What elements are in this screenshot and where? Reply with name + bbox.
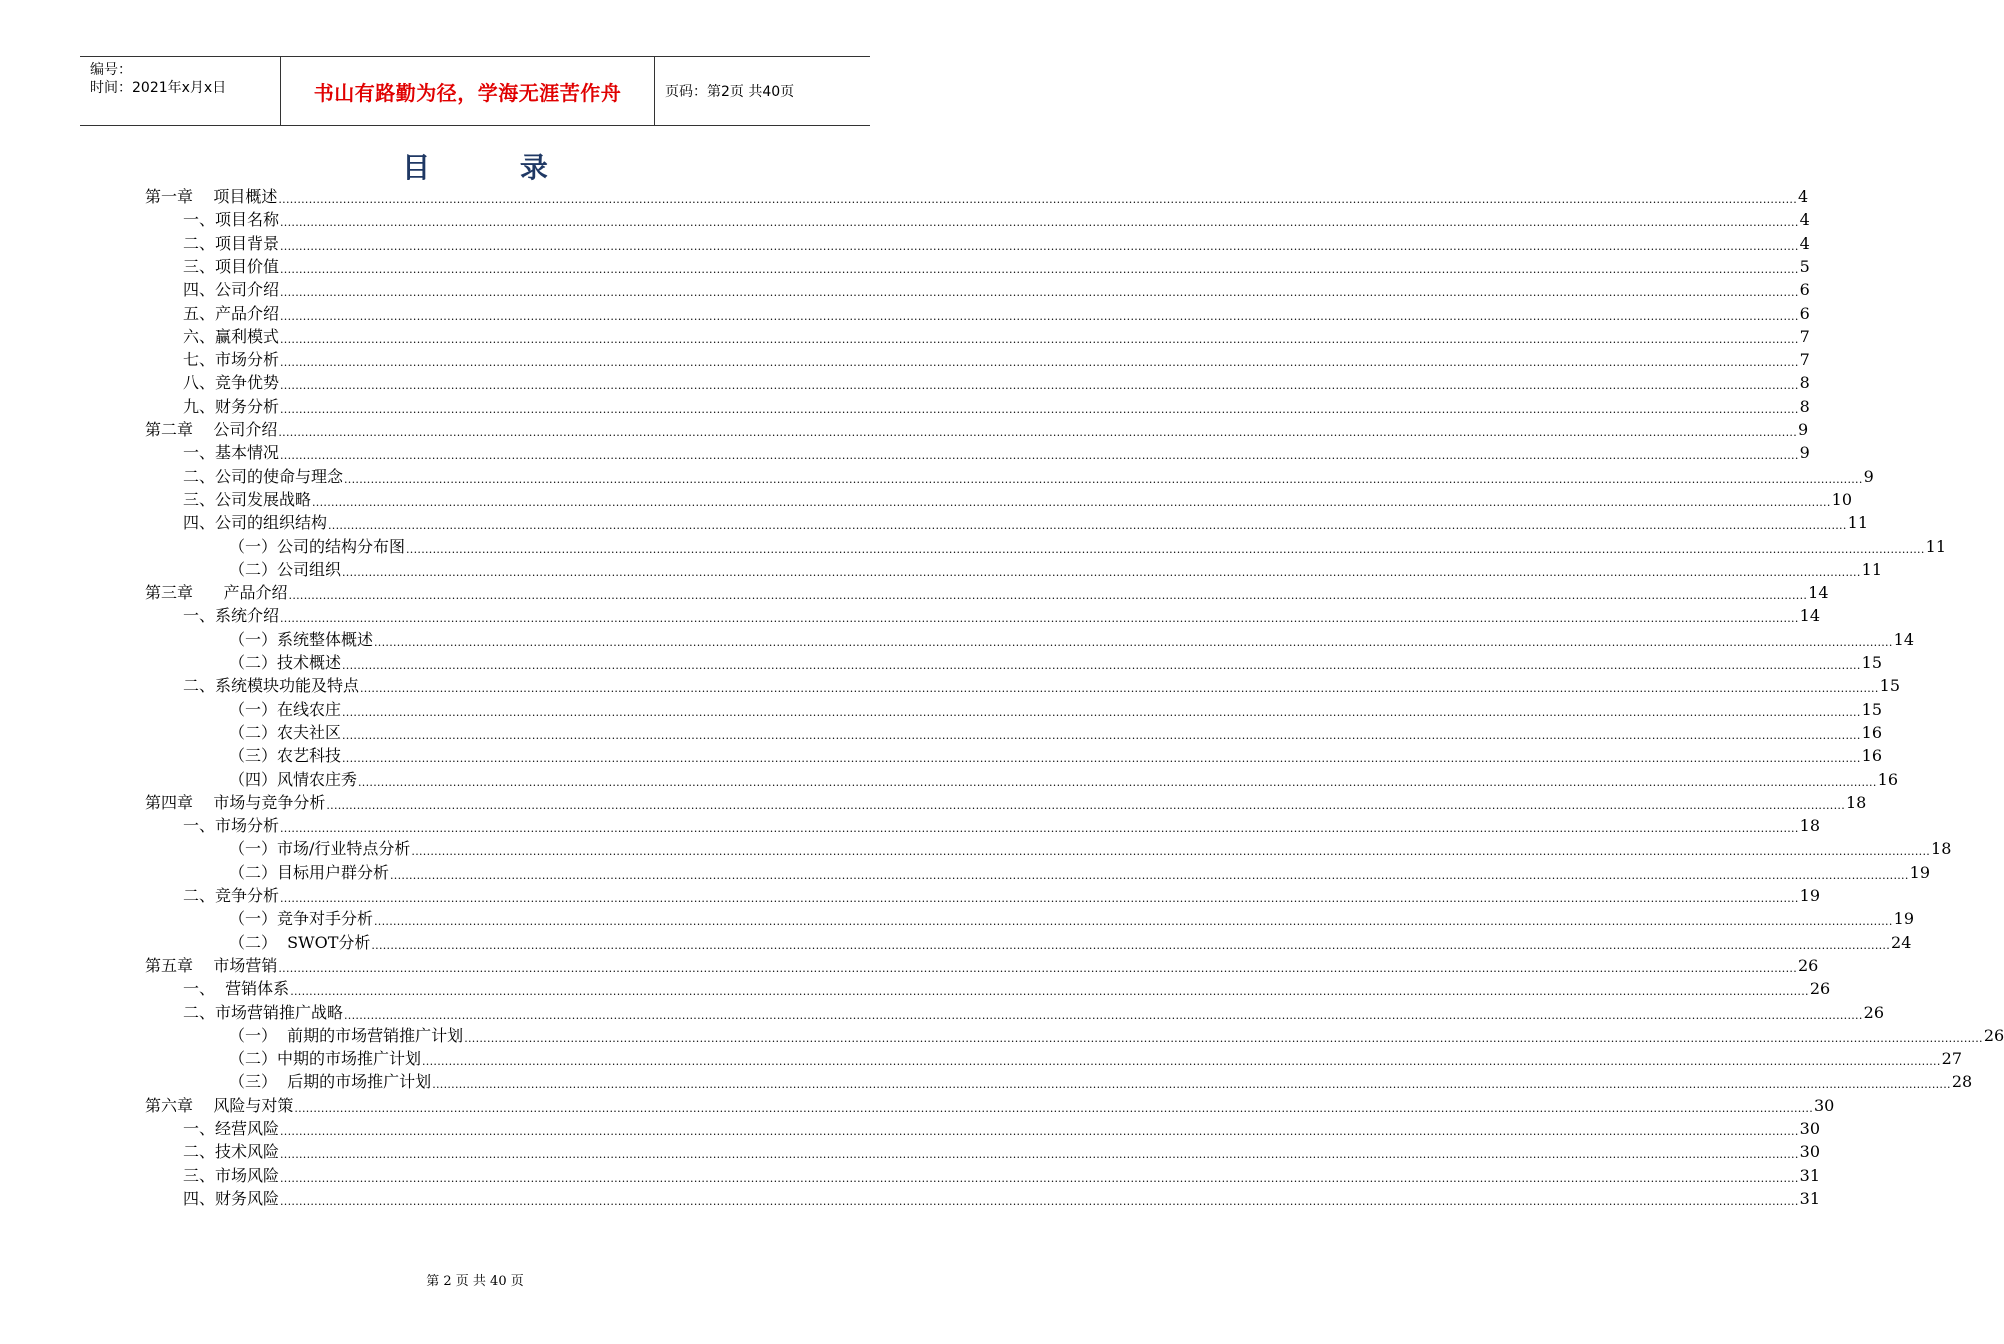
toc-entry-page: 16 (1877, 769, 1899, 789)
toc-entry-label: 六、赢利模式 (183, 326, 280, 346)
header-meta (80, 57, 281, 125)
toc-entry[interactable] (183, 673, 1901, 696)
toc-entry-label: 第三章 产品介绍 (145, 583, 288, 603)
toc-entry-page: 16 (1861, 746, 1883, 766)
toc-entry-page: 28 (1951, 1072, 1973, 1092)
toc-entry-label: 第六章 风险与对策 (145, 1095, 294, 1115)
toc-entry[interactable] (145, 1093, 1835, 1116)
toc-leader-dots: ................................................................................................................................................................................................................................................................................................................................................................................................................ (342, 565, 1861, 579)
toc-entry-label: 一、 营销体系 (183, 979, 290, 999)
toc-entry-page: 30 (1799, 1119, 1821, 1138)
toc-entry-label: （一）在线农庄 (229, 699, 342, 719)
toc-entry[interactable] (145, 580, 1829, 603)
toc-leader-dots: ................................................................................................................................................................................................................................................................................................................................................................................................................ (280, 309, 1799, 323)
toc-leader-dots: ................................................................................................................................................................................................................................................................................................................................................................................................................ (406, 542, 1925, 556)
toc-entry[interactable] (229, 930, 1912, 953)
toc-leader-dots: ................................................................................................................................................................................................................................................................................................................................................................................................................ (290, 985, 1809, 999)
toc-entry-page: 7 (1799, 350, 1810, 370)
toc-entry-page: 24 (1891, 932, 1912, 952)
toc-entry-page: 26 (1809, 979, 1831, 999)
toc-entry[interactable] (145, 417, 1809, 440)
toc-entry-label: 九、财务分析 (183, 396, 280, 416)
toc-leader-dots: ................................................................................................................................................................................................................................................................................................................................................................................................................ (342, 752, 1861, 766)
toc-entry-page: 9 (1863, 466, 1874, 486)
toc-leader-dots: ................................................................................................................................................................................................................................................................................................................................................................................................................ (328, 519, 1847, 533)
toc-leader-dots: ................................................................................................................................................................................................................................................................................................................................................................................................................ (278, 426, 1797, 439)
toc-leader-dots: ................................................................................................................................................................................................................................................................................................................................................................................................................ (294, 1101, 1813, 1115)
toc-leader-dots: ................................................................................................................................................................................................................................................................................................................................................................................................................ (358, 775, 1877, 789)
toc-leader-dots: ................................................................................................................................................................................................................................................................................................................................................................................................................ (371, 938, 1891, 952)
toc-entry-page: 9 (1798, 420, 1809, 439)
toc-entry-label: 二、项目背景 (183, 233, 280, 253)
toc-leader-dots: ................................................................................................................................................................................................................................................................................................................................................................................................................ (411, 845, 1931, 859)
toc-entry[interactable] (183, 1186, 1821, 1209)
toc-leader-dots: ................................................................................................................................................................................................................................................................................................................................................................................................................ (280, 612, 1799, 626)
toc-entry[interactable] (183, 1163, 1821, 1186)
toc-entry-label: 第一章 项目概述 (145, 187, 278, 206)
toc-entry-page: 7 (1799, 326, 1810, 346)
toc-entry-label: 八、竞争优势 (183, 373, 280, 393)
toc-entry-label: （三）农艺科技 (229, 746, 342, 766)
toc-leader-dots: ................................................................................................................................................................................................................................................................................................................................................................................................................ (280, 822, 1799, 836)
toc-entry-label: 二、技术风险 (183, 1142, 280, 1162)
toc-entry-page: 14 (1808, 583, 1829, 603)
toc-entry-label: 三、市场风险 (183, 1165, 280, 1185)
toc-entry[interactable] (229, 627, 1915, 650)
toc-entry[interactable] (183, 1000, 1885, 1023)
toc-entry-label: 第五章 市场营销 (145, 955, 278, 975)
toc-entry-label: （一）竞争对手分析 (229, 909, 374, 929)
toc-leader-dots: ................................................................................................................................................................................................................................................................................................................................................................................................................ (344, 472, 1863, 486)
toc-leader-dots: ................................................................................................................................................................................................................................................................................................................................................................................................................ (422, 1055, 1941, 1069)
toc-entry-page: 5 (1799, 256, 1810, 276)
toc-entry-label: 第四章 市场与竞争分析 (145, 792, 326, 812)
toc-entry-page: 8 (1799, 396, 1810, 416)
toc-leader-dots: ................................................................................................................................................................................................................................................................................................................................................................................................................ (312, 495, 1831, 509)
toc-entry-page: 27 (1941, 1049, 1963, 1069)
toc-entry-page: 18 (1846, 792, 1867, 812)
toc-entry-page: 15 (1879, 676, 1901, 696)
toc-entry[interactable] (183, 464, 1874, 487)
toc-entry[interactable] (229, 650, 1883, 673)
doc-number-label: 编号： (90, 62, 132, 78)
toc-entry-page: 30 (1814, 1095, 1835, 1115)
toc-entry-page: 11 (1861, 559, 1883, 579)
toc-entry-page: 6 (1799, 303, 1810, 323)
doc-time-label: 时间：2021年x月x日 (90, 80, 227, 96)
toc-entry-page: 11 (1847, 513, 1869, 533)
toc-entry-page: 19 (1909, 862, 1931, 882)
toc-entry-label: （二）中期的市场推广计划 (229, 1049, 422, 1069)
toc-entry-page: 4 (1798, 187, 1809, 206)
toc-entry-label: 三、公司发展战略 (183, 489, 312, 509)
header-motto: 书山有路勤为径，学海无涯苦作舟 (281, 57, 655, 125)
toc-entry-label: （二） SWOT分析 (229, 932, 371, 952)
toc-entry-page: 8 (1799, 373, 1810, 393)
toc-entry-page: 15 (1861, 653, 1883, 672)
toc-leader-dots: ................................................................................................................................................................................................................................................................................................................................................................................................................ (280, 402, 1799, 416)
toc-entry-page: 26 (1863, 1002, 1885, 1022)
toc-entry-page: 14 (1893, 629, 1915, 649)
toc-entry[interactable] (183, 277, 1810, 300)
toc-entry[interactable] (229, 720, 1883, 743)
toc-entry-page: 11 (1925, 536, 1947, 556)
toc-leader-dots: ................................................................................................................................................................................................................................................................................................................................................................................................................ (280, 332, 1799, 346)
toc-entry-label: 一、系统介绍 (183, 606, 280, 626)
toc-entry[interactable] (229, 860, 1931, 883)
toc-entry-label: 四、公司的组织结构 (183, 513, 328, 533)
toc-entry-page: 15 (1861, 699, 1883, 719)
toc-leader-dots: ................................................................................................................................................................................................................................................................................................................................................................................................................ (280, 262, 1799, 276)
toc-entry-label: 一、经营风险 (183, 1119, 280, 1138)
toc-entry[interactable] (145, 953, 1819, 976)
toc-entry-label: （一）市场/行业特点分析 (229, 839, 411, 859)
toc-entry[interactable] (183, 347, 1810, 370)
toc-entry[interactable] (183, 1116, 1821, 1139)
page-footer: 第 2 页 共 40 页 (426, 1274, 524, 1289)
toc-entry-page: 10 (1831, 489, 1853, 509)
toc-leader-dots: ................................................................................................................................................................................................................................................................................................................................................................................................................ (432, 1078, 1951, 1092)
toc-entry-label: （二）目标用户群分析 (229, 862, 390, 882)
toc-entry-label: （一）公司的结构分布图 (229, 536, 406, 556)
toc-leader-dots: ................................................................................................................................................................................................................................................................................................................................................................................................................ (374, 635, 1893, 649)
page-header (80, 56, 870, 126)
toc-entry-label: 三、项目价值 (183, 256, 280, 276)
toc-entry[interactable] (183, 394, 1810, 417)
toc-entry-label: （二）技术概述 (229, 653, 342, 672)
toc-entry[interactable] (145, 184, 1809, 207)
toc-leader-dots: ................................................................................................................................................................................................................................................................................................................................................................................................................ (280, 216, 1799, 230)
toc-entry-page: 4 (1799, 210, 1810, 230)
toc-leader-dots: ................................................................................................................................................................................................................................................................................................................................................................................................................ (342, 705, 1861, 719)
toc-entry-page: 4 (1799, 233, 1810, 253)
toc-title: 目 录 (402, 151, 588, 184)
toc-entry-page: 16 (1861, 722, 1883, 742)
toc-entry-label: 一、项目名称 (183, 210, 280, 230)
toc-entry-label: 一、基本情况 (183, 443, 280, 463)
toc-leader-dots: ................................................................................................................................................................................................................................................................................................................................................................................................................ (344, 1008, 1863, 1022)
toc-entry[interactable] (229, 557, 1883, 580)
toc-entry[interactable] (183, 813, 1821, 836)
toc-leader-dots: ................................................................................................................................................................................................................................................................................................................................................................................................................ (390, 868, 1909, 882)
toc-leader-dots: ................................................................................................................................................................................................................................................................................................................................................................................................................ (280, 286, 1799, 300)
toc-entry[interactable] (229, 836, 1952, 859)
toc-entry-label: 五、产品介绍 (183, 303, 280, 323)
toc-entry-label: 二、竞争分析 (183, 886, 280, 905)
toc-leader-dots: ................................................................................................................................................................................................................................................................................................................................................................................................................ (280, 449, 1799, 463)
toc-entry-label: 二、系统模块功能及特点 (183, 676, 360, 696)
toc-entry[interactable] (183, 976, 1831, 999)
toc-entry[interactable] (183, 603, 1821, 626)
toc-entry-label: 第二章 公司介绍 (145, 420, 278, 439)
toc-leader-dots: ................................................................................................................................................................................................................................................................................................................................................................................................................ (280, 239, 1799, 253)
toc-entry-page: 14 (1799, 606, 1821, 626)
toc-leader-dots: ................................................................................................................................................................................................................................................................................................................................................................................................................ (464, 1031, 1983, 1045)
toc-entry[interactable] (183, 1139, 1821, 1162)
toc-entry-page: 6 (1799, 280, 1810, 300)
toc-leader-dots: ................................................................................................................................................................................................................................................................................................................................................................................................................ (280, 1148, 1799, 1162)
toc-entry-label: 二、公司的使命与理念 (183, 466, 344, 486)
toc-entry-label: （二）农夫社区 (229, 722, 342, 742)
toc-entry[interactable] (229, 1023, 2004, 1046)
toc-leader-dots: ................................................................................................................................................................................................................................................................................................................................................................................................................ (280, 356, 1799, 370)
toc-leader-dots: ................................................................................................................................................................................................................................................................................................................................................................................................................ (280, 1194, 1799, 1208)
toc-entry[interactable] (183, 510, 1869, 533)
toc-entry-label: （三） 后期的市场推广计划 (229, 1072, 432, 1092)
toc-entry[interactable] (229, 743, 1883, 766)
toc-entry[interactable] (183, 324, 1810, 347)
toc-entry[interactable] (229, 1069, 1973, 1092)
toc-entry[interactable] (183, 487, 1853, 510)
toc-entry[interactable] (183, 207, 1810, 230)
toc-entry-page: 30 (1799, 1142, 1821, 1162)
toc-entry-page: 18 (1799, 816, 1821, 836)
toc-leader-dots: ................................................................................................................................................................................................................................................................................................................................................................................................................ (342, 728, 1861, 742)
toc-entry[interactable] (229, 534, 1947, 557)
toc-entry-label: 四、财务风险 (183, 1188, 280, 1208)
toc-entry[interactable] (229, 697, 1883, 720)
toc-entry-page: 18 (1931, 839, 1952, 859)
toc-entry-label: 七、市场分析 (183, 350, 280, 370)
toc-leader-dots: ................................................................................................................................................................................................................................................................................................................................................................................................................ (280, 379, 1799, 393)
toc-entry-label: 四、公司介绍 (183, 280, 280, 300)
toc-entry-page: 26 (1798, 955, 1819, 975)
toc-entry[interactable] (183, 231, 1810, 254)
toc-entry-page: 31 (1799, 1165, 1821, 1185)
toc-leader-dots: ................................................................................................................................................................................................................................................................................................................................................................................................................ (280, 892, 1799, 905)
toc-entry[interactable] (145, 790, 1867, 813)
toc-entry-label: 一、市场分析 (183, 816, 280, 836)
toc-leader-dots: ................................................................................................................................................................................................................................................................................................................................................................................................................ (280, 1171, 1799, 1185)
toc-leader-dots: ................................................................................................................................................................................................................................................................................................................................................................................................................ (278, 193, 1797, 206)
toc-entry-label: （一） 前期的市场营销推广计划 (229, 1025, 464, 1045)
toc-leader-dots: ................................................................................................................................................................................................................................................................................................................................................................................................................ (288, 589, 1808, 603)
toc-leader-dots: ................................................................................................................................................................................................................................................................................................................................................................................................................ (360, 682, 1879, 696)
toc-entry[interactable] (183, 440, 1810, 463)
toc-entry[interactable] (183, 370, 1810, 393)
toc-entry[interactable] (183, 301, 1810, 324)
toc-entry-page: 19 (1799, 886, 1821, 905)
toc-entry-page: 9 (1799, 443, 1810, 463)
toc-entry-label: （一）系统整体概述 (229, 629, 374, 649)
toc-entry-page: 31 (1799, 1188, 1821, 1208)
toc-entry-label: （四）风情农庄秀 (229, 769, 358, 789)
toc-entry-page: 26 (1983, 1025, 2004, 1045)
header-page-info: 页码：第2页 共40页 (665, 84, 795, 100)
toc-entry[interactable] (229, 1046, 1963, 1069)
toc-entry[interactable] (183, 254, 1810, 277)
toc-entry-page: 19 (1893, 909, 1915, 929)
toc-leader-dots: ................................................................................................................................................................................................................................................................................................................................................................................................................ (280, 1125, 1799, 1138)
toc-leader-dots: ................................................................................................................................................................................................................................................................................................................................................................................................................ (278, 961, 1797, 975)
toc-leader-dots: ................................................................................................................................................................................................................................................................................................................................................................................................................ (342, 659, 1861, 672)
toc-entry-label: （二）公司组织 (229, 559, 342, 579)
toc-entry[interactable] (229, 906, 1915, 929)
toc-leader-dots: ................................................................................................................................................................................................................................................................................................................................................................................................................ (374, 915, 1893, 929)
toc-leader-dots: ................................................................................................................................................................................................................................................................................................................................................................................................................ (326, 798, 1845, 812)
toc-entry[interactable] (183, 883, 1821, 906)
toc-entry[interactable] (229, 767, 1899, 790)
toc-entry-label: 二、市场营销推广战略 (183, 1002, 344, 1022)
